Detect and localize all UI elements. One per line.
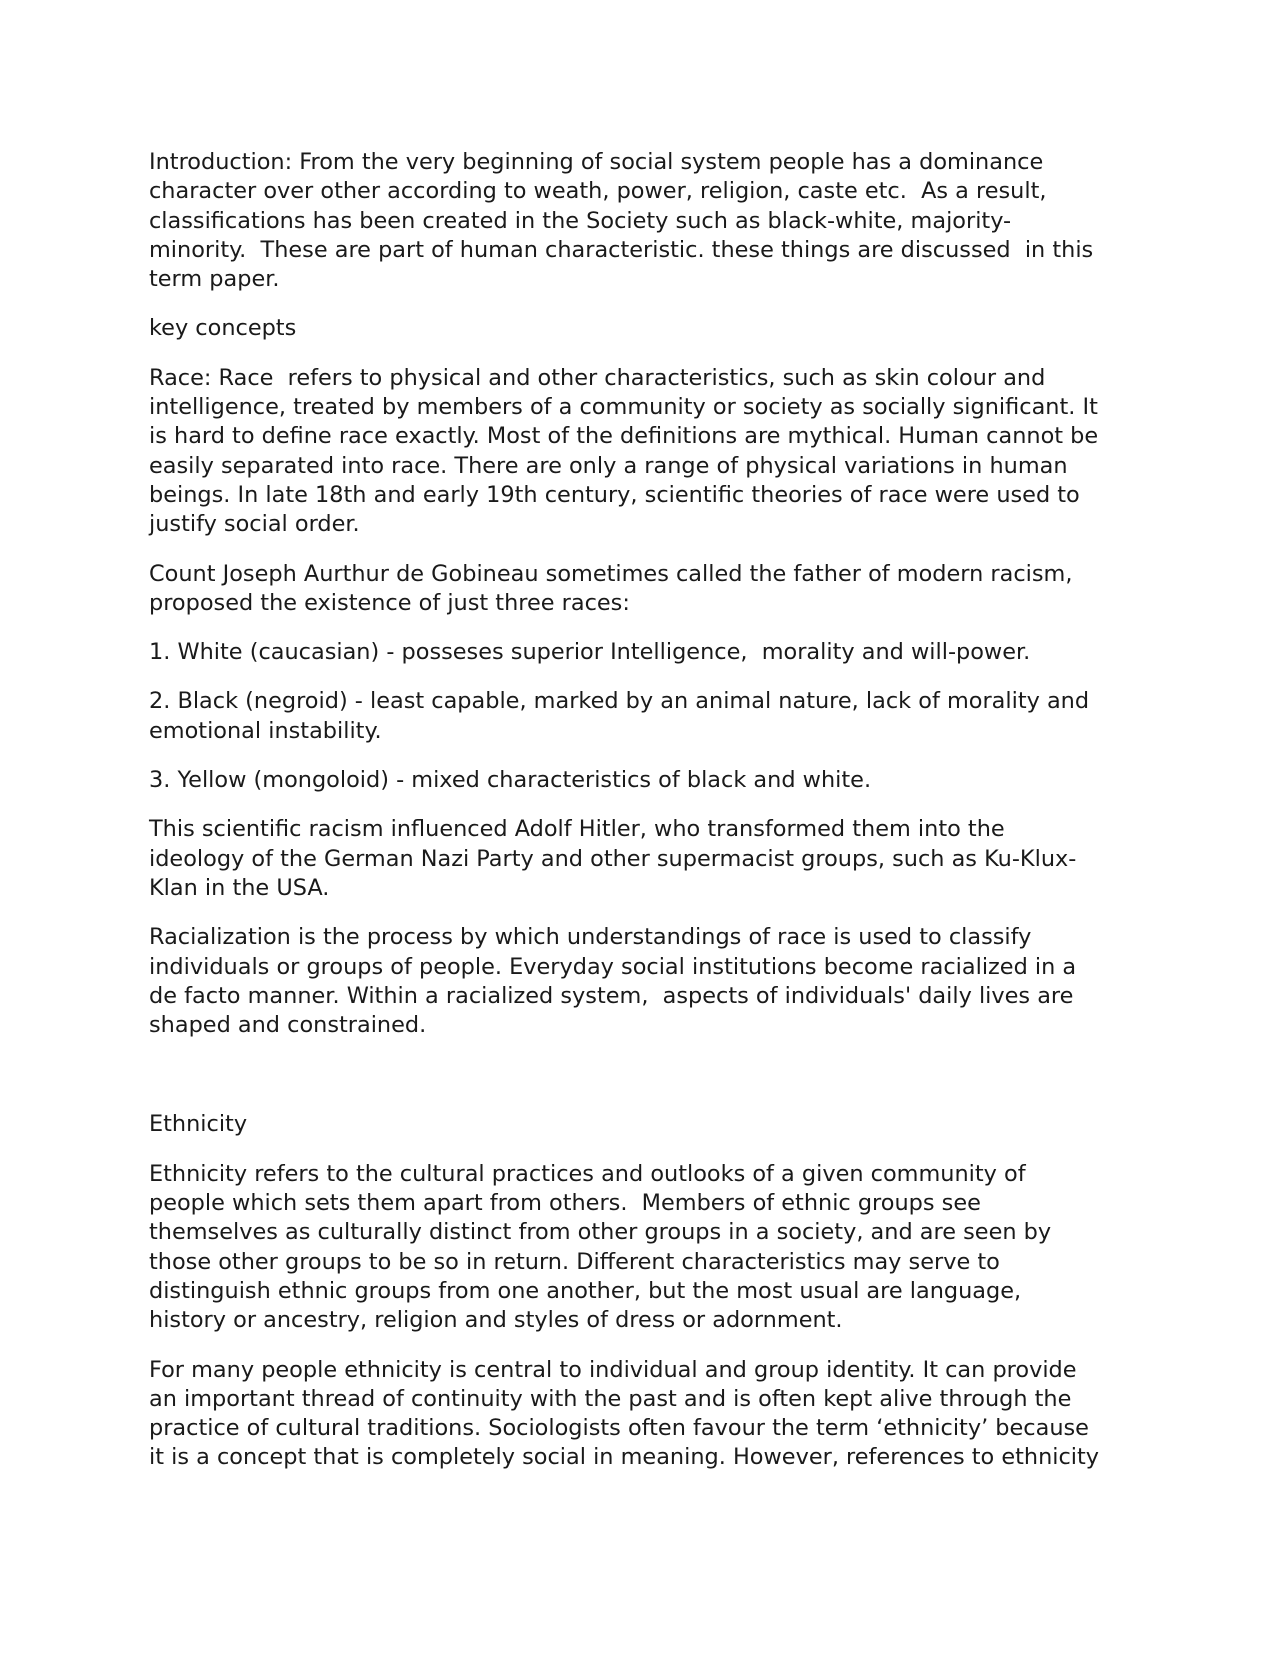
text-line: Count Joseph Aurthur de Gobineau sometimes called the father of modern racism,	[149, 560, 1073, 587]
key-concepts-heading	[149, 314, 1129, 343]
text-line: history or ancestry, religion and styles of dress or adornment.	[149, 1307, 843, 1334]
list-item-white	[149, 638, 1129, 667]
section-spacer	[149, 1060, 1129, 1110]
text-line: minority. These are part of human characteristic. these things are discussed in this	[149, 236, 1094, 263]
text-line: it is a concept that is completely social in meaning. However, references to ethnicity	[149, 1444, 1100, 1471]
text-line: easily separated into race. There are only a range of physical variations in human	[149, 452, 1068, 479]
text-line: This scientific racism influenced Adolf Hitler, who transformed them into the	[149, 816, 1005, 843]
text-line: classifications has been created in the Society such as black-white, majority-	[149, 207, 1012, 234]
racialization-paragraph	[149, 923, 1129, 1040]
text-line: justify social order.	[149, 511, 360, 538]
list-item-yellow	[149, 766, 1129, 795]
text-line: beings. In late 18th and early 19th century, scientific theories of race were used to	[149, 481, 1080, 508]
text-line: themselves as culturally distinct from other groups in a society, and are seen by	[149, 1219, 1052, 1246]
race-paragraph	[149, 364, 1129, 540]
text-line: those other groups to be so in return. Different characteristics may serve to	[149, 1248, 1000, 1275]
ethnicity-paragraph-1	[149, 1160, 1129, 1336]
text-line: an important thread of continuity with the past and is often kept alive through the	[149, 1385, 1072, 1412]
text-line: Ethnicity refers to the cultural practices and outlooks of a given community of	[149, 1160, 1026, 1187]
text-line: term paper.	[149, 266, 280, 293]
text-line: practice of cultural traditions. Sociologists often favour the term ‘ethnicity’ because	[149, 1415, 1089, 1442]
text-line: For many people ethnicity is central to individual and group identity. It can provide	[149, 1356, 1077, 1383]
gobineau-paragraph	[149, 560, 1129, 619]
text-line: 1. White (caucasian) - posseses superior Intelligence, morality and will-power.	[149, 639, 1031, 666]
text-line: individuals or groups of people. Everyday social institutions become racialized in a	[149, 953, 1077, 980]
intro-paragraph	[149, 148, 1129, 294]
list-item-black	[149, 687, 1129, 746]
text-line: is hard to define race exactly. Most of the definitions are mythical. Human cannot be	[149, 423, 1099, 450]
ethnicity-heading	[149, 1110, 1129, 1139]
text-line: character over other according to weath, power, religion, caste etc. As a result,	[149, 178, 1047, 205]
text-line: 2. Black (negroid) - least capable, marked by an animal nature, lack of morality and	[149, 688, 1090, 715]
text-line: Race: Race refers to physical and other characteristics, such as skin colour and	[149, 364, 1046, 391]
text-line: emotional instability.	[149, 717, 382, 744]
text-line: Racialization is the process by which understandings of race is used to classify	[149, 924, 1032, 951]
heading-text: key concepts	[149, 315, 297, 342]
text-line: ideology of the German Nazi Party and other supermacist groups, such as Ku-Klux-	[149, 845, 1077, 872]
text-line: Klan in the USA.	[149, 874, 330, 901]
text-line: distinguish ethnic groups from one another, but the most usual are language,	[149, 1277, 1022, 1304]
text-line: de facto manner. Within a racialized system, aspects of individuals' daily lives are	[149, 982, 1074, 1009]
hitler-paragraph	[149, 815, 1129, 903]
heading-text: Ethnicity	[149, 1111, 248, 1138]
text-line: intelligence, treated by members of a community or society as socially significant. It	[149, 394, 1098, 421]
text-line: proposed the existence of just three races:	[149, 589, 630, 616]
text-line: Introduction: From the very beginning of social system people has a dominance	[149, 149, 1044, 175]
text-line: people which sets them apart from others. Members of ethnic groups see	[149, 1190, 981, 1217]
text-line: shaped and constrained.	[149, 1012, 427, 1039]
text-line: 3. Yellow (mongoloid) - mixed characteristics of black and white.	[149, 767, 872, 794]
document-body	[149, 148, 1129, 1493]
ethnicity-paragraph-2	[149, 1356, 1129, 1473]
